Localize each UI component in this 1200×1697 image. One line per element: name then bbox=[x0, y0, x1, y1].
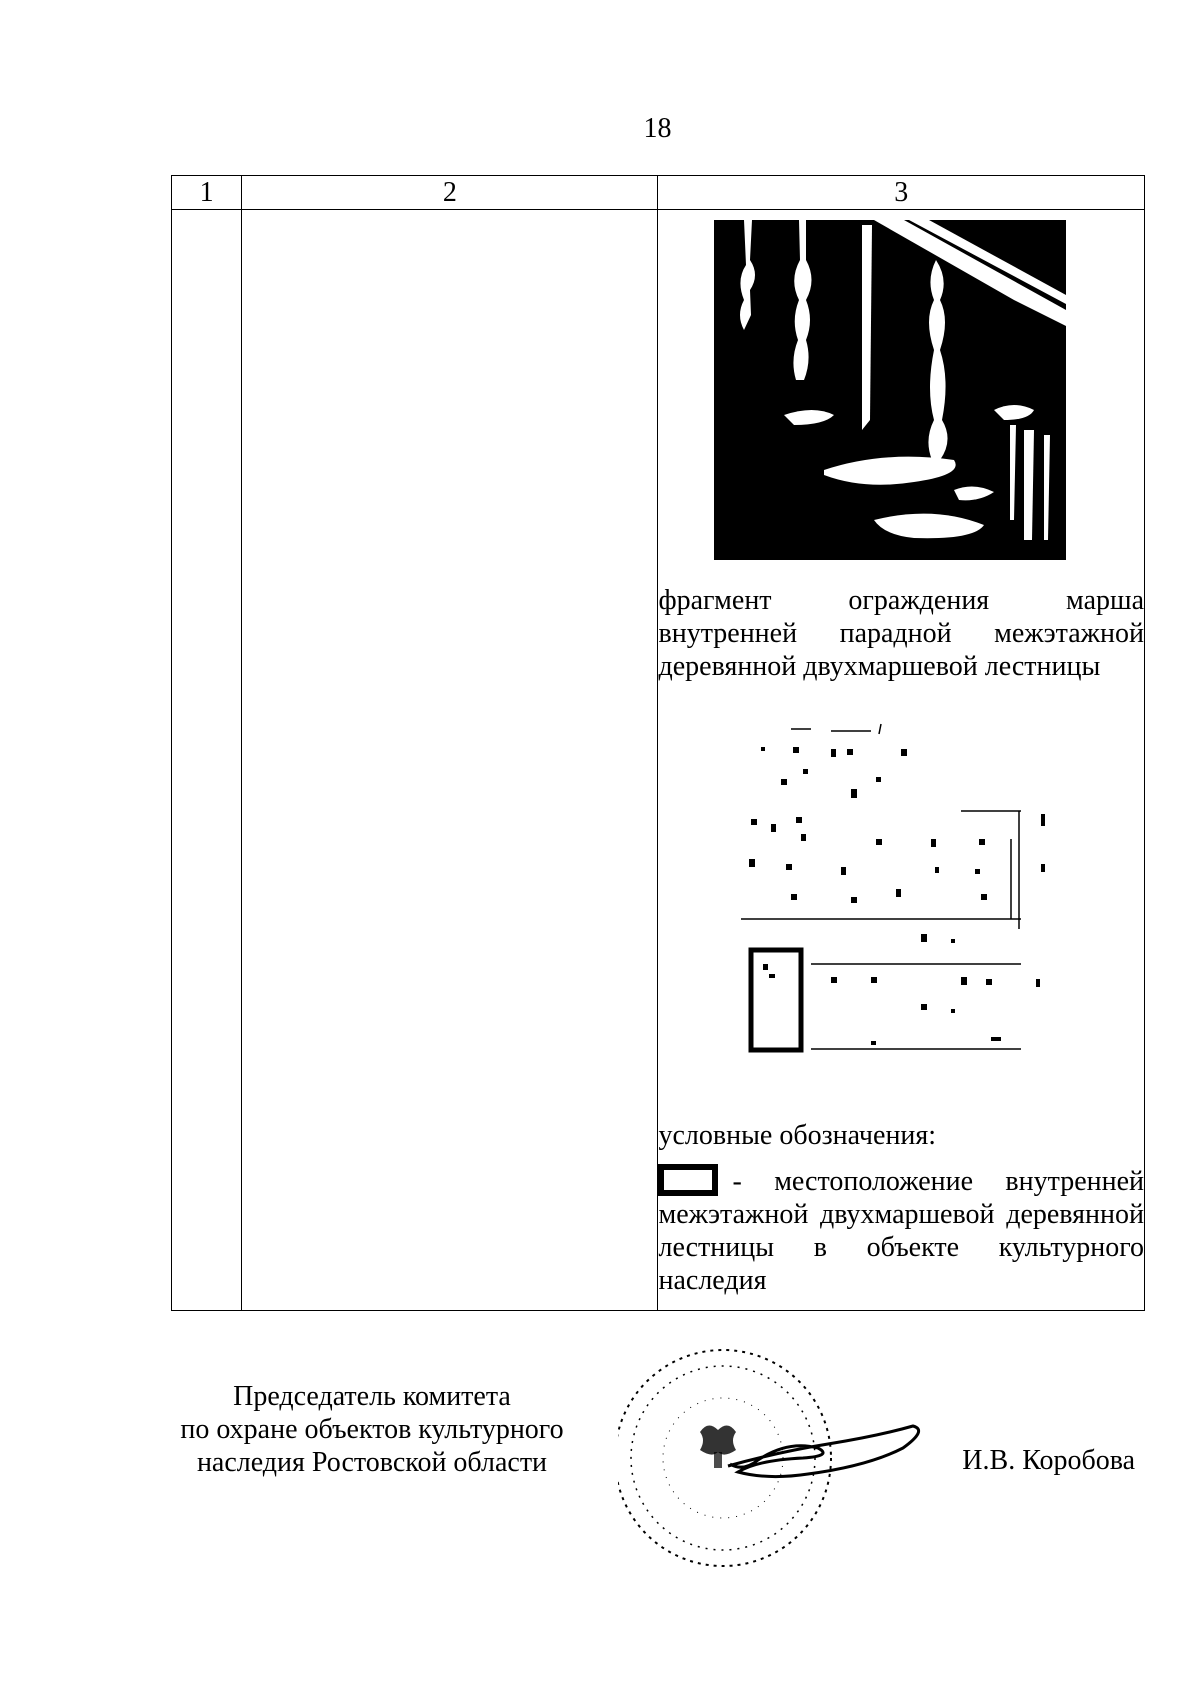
column-header-2: 2 bbox=[242, 176, 658, 210]
signatory-name: И.В. Коробова bbox=[962, 1445, 1135, 1476]
table-cell-1 bbox=[172, 210, 242, 1311]
table-cell-2 bbox=[242, 210, 658, 1311]
handwritten-signature bbox=[728, 1426, 919, 1477]
column-header-1: 1 bbox=[172, 176, 242, 210]
table-header-row bbox=[172, 176, 1145, 210]
signatory-position-line-3: наследия Ростовской области bbox=[196, 1447, 548, 1478]
legend-description: - местоположение внутренней межэтажной двухмаршевой деревянной лестницы в объекте культурного наследия bbox=[658, 1166, 1144, 1296]
photo-caption: фрагмент ограждения марша внутренней парадной межэтажной деревянной двухмаршевой лестницы bbox=[658, 585, 1144, 682]
document-table bbox=[171, 175, 1145, 1311]
staircase-railing-photo bbox=[714, 220, 1066, 560]
staircase-railing-photo-image bbox=[714, 220, 1066, 560]
official-seal-stamp bbox=[618, 1340, 928, 1580]
floor-plan-drawing bbox=[721, 719, 1066, 1089]
floor-plan-drawing-image bbox=[721, 719, 1066, 1089]
signatory-position-line-1: Председатель комитета bbox=[233, 1381, 511, 1412]
legend-item bbox=[658, 1164, 1144, 1297]
column-header-3: 3 bbox=[658, 176, 1145, 210]
signatory-position-line-2: по охране объектов культурного bbox=[180, 1414, 564, 1445]
signatory-position bbox=[172, 1380, 572, 1479]
page-number: 18 bbox=[643, 113, 672, 144]
seal-and-signature-image bbox=[618, 1340, 928, 1580]
legend-frame-icon bbox=[658, 1164, 718, 1196]
legend-title: условные обозначения: bbox=[658, 1120, 937, 1151]
table-row bbox=[172, 210, 1145, 1311]
table-cell-3 bbox=[658, 210, 1145, 1311]
